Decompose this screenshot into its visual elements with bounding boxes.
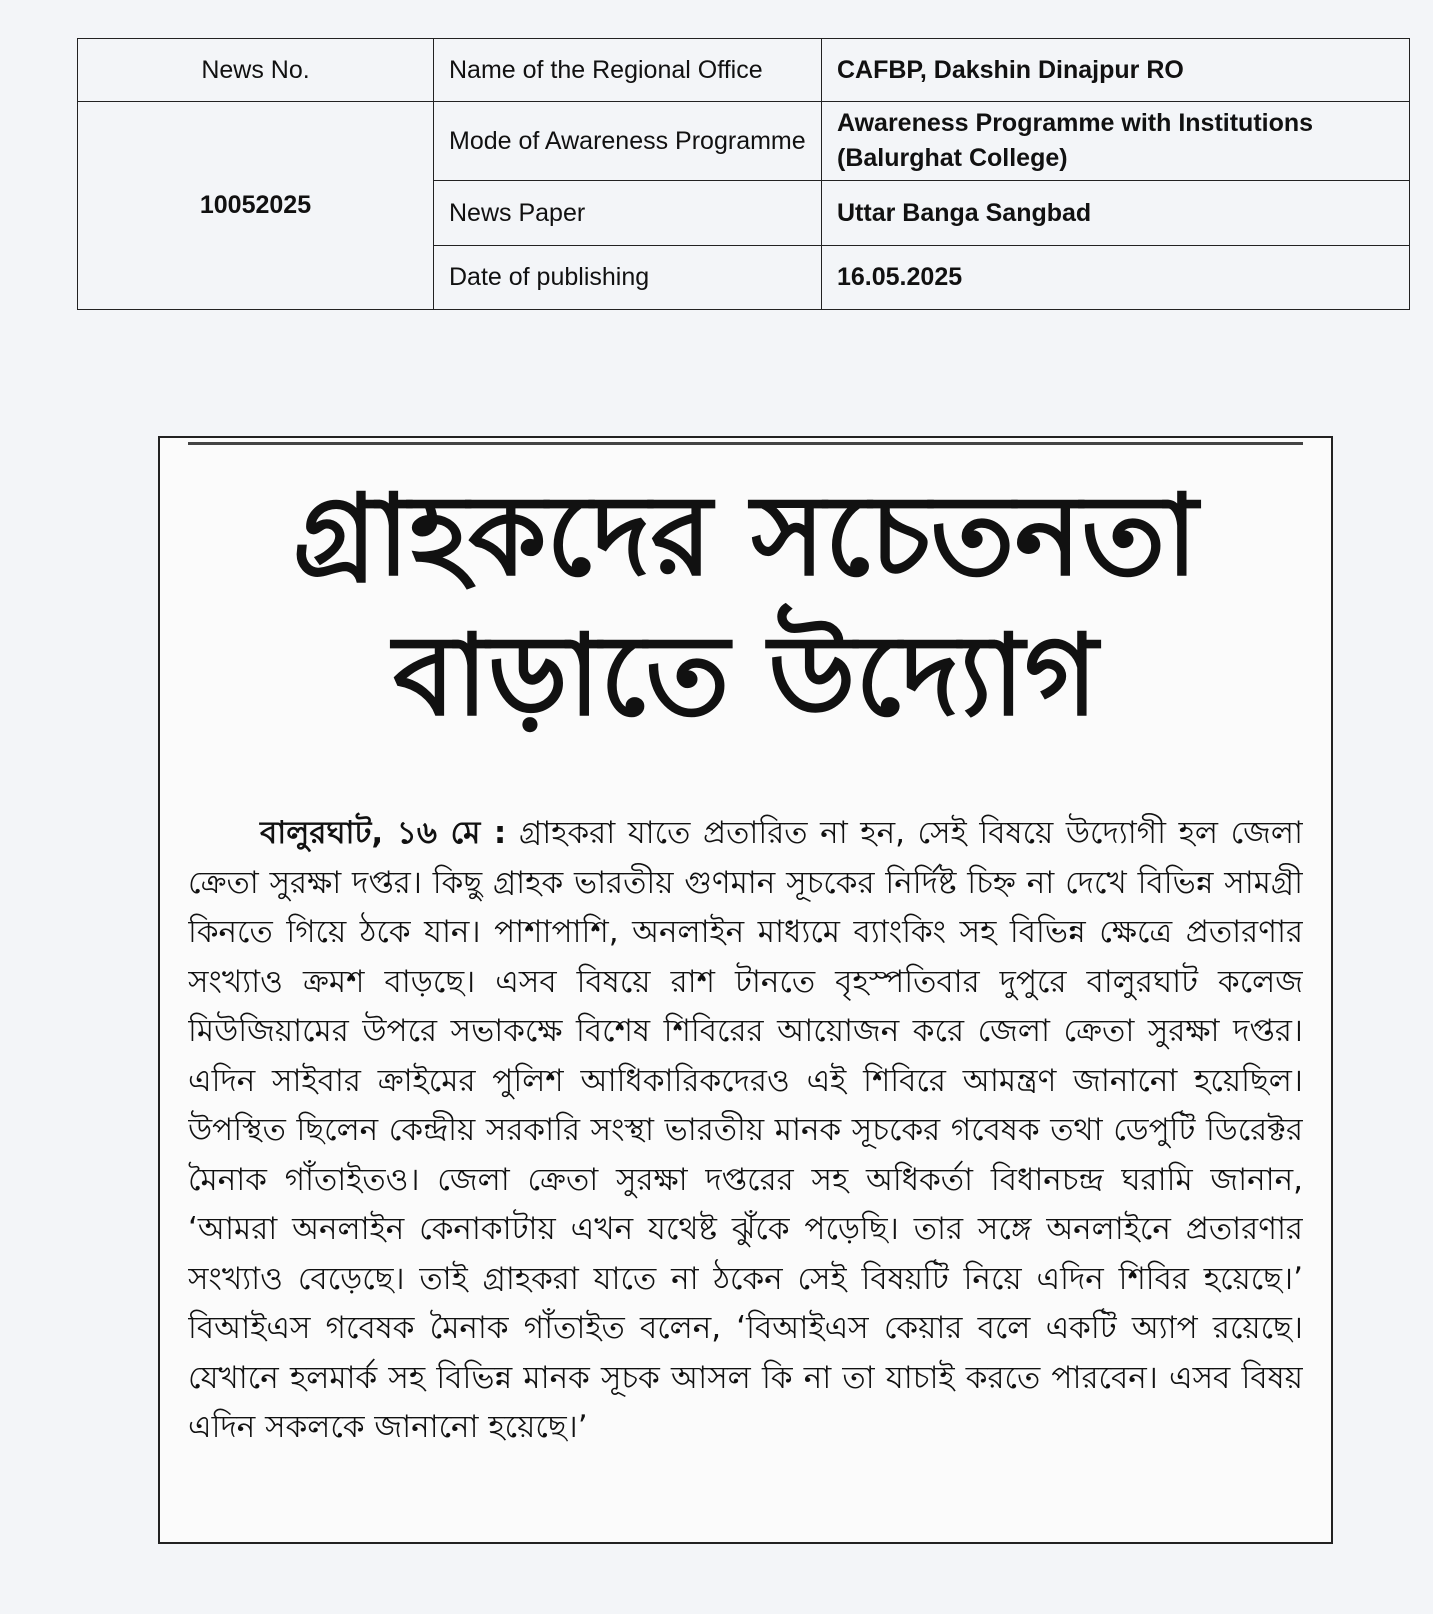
mode-value: Awareness Programme with Institutions (Balurghat College) [822,102,1410,181]
headline-line-2: বাড়াতে উদ্যোগ [393,611,1098,741]
news-no-value: 10052025 [78,102,434,310]
news-no-label: News No. [78,39,434,102]
table-row [78,102,1410,181]
publish-date-value: 16.05.2025 [822,246,1410,310]
newspaper-clipping [158,436,1333,1544]
table-row [78,39,1410,102]
newspaper-label: News Paper [434,181,822,246]
office-label: Name of the Regional Office [434,39,822,102]
news-info-table [77,38,1410,310]
headline-line-1: গ্রাহকদের সচেতনতা [293,471,1198,601]
publish-date-label: Date of publishing [434,246,822,310]
article-dateline: বালুরঘাট, ১৬ মে : [260,815,507,851]
mode-label: Mode of Awareness Programme [434,102,822,181]
article-headline [160,466,1331,746]
newspaper-value: Uttar Banga Sangbad [822,181,1410,246]
top-rule [188,442,1303,445]
office-value: CAFBP, Dakshin Dinajpur RO [822,39,1410,102]
article-body [188,809,1303,1491]
article-body-text: গ্রাহকরা যাতে প্রতারিত না হন, সেই বিষয়ে উদ্যোগী হল জেলা ক্রেতা সুরক্ষা দপ্তর। কিছু গ্রাহক ভারতীয় গুণমান সূচকের নির্দিষ্ট চিহ্ন না দেখে বিভিন্ন সামগ্রী কিনতে গিয়ে ঠকে যান। পাশাপাশি, অনলাইন মাধ্যমে ব্যাংকিং সহ বিভিন্ন ক্ষেত্রে প্রতারণার সংখ্যাও ক্রমশ বাড়ছে। এসব বিষয়ে রাশ টানতে বৃহস্পতিবার দুপুরে বালুরঘাট কলেজ মিউজিয়ামের উপরে সভাকক্ষে বিশেষ শিবিরের আয়োজন করে জেলা ক্রেতা সুরক্ষা দপ্তর। এদিন সাইবার ক্রাইমের পুলিশ আধিকারিকদেরও এই শিবিরে আমন্ত্রণ জানানো হয়েছিল। উপস্থিত ছিলেন কেন্দ্রীয় সরকারি সংস্থা ভারতীয় মানক সূচকের গবেষক তথা ডেপুটি ডিরেক্টর মৈনাক গাঁতাইতও। জেলা ক্রেতা সুরক্ষা দপ্তরের সহ অধিকর্তা বিধানচন্দ্র ঘরামি জানান, ‘আমরা অনলাইন কেনাকাটায় এখন যথেষ্ট ঝুঁকে পড়েছি। তার সঙ্গে অনলাইনে প্রতারণার সংখ্যাও বেড়েছে। তাই গ্রাহকরা যাতে না ঠকেন সেই বিষয়টি নিয়ে এদিন শিবির হয়েছে।’ বিআইএস গবেষক মৈনাক গাঁতাইত বলেন, ‘বিআইএস কেয়ার বলে একটি অ্যাপ রয়েছে। যেখানে হলমার্ক সহ বিভিন্ন মানক সূচক আসল কি না তা যাচাই করতে পারবেন। এসব বিষয় এদিন সকলকে জানানো হয়েছে।’ [188,815,1303,1445]
